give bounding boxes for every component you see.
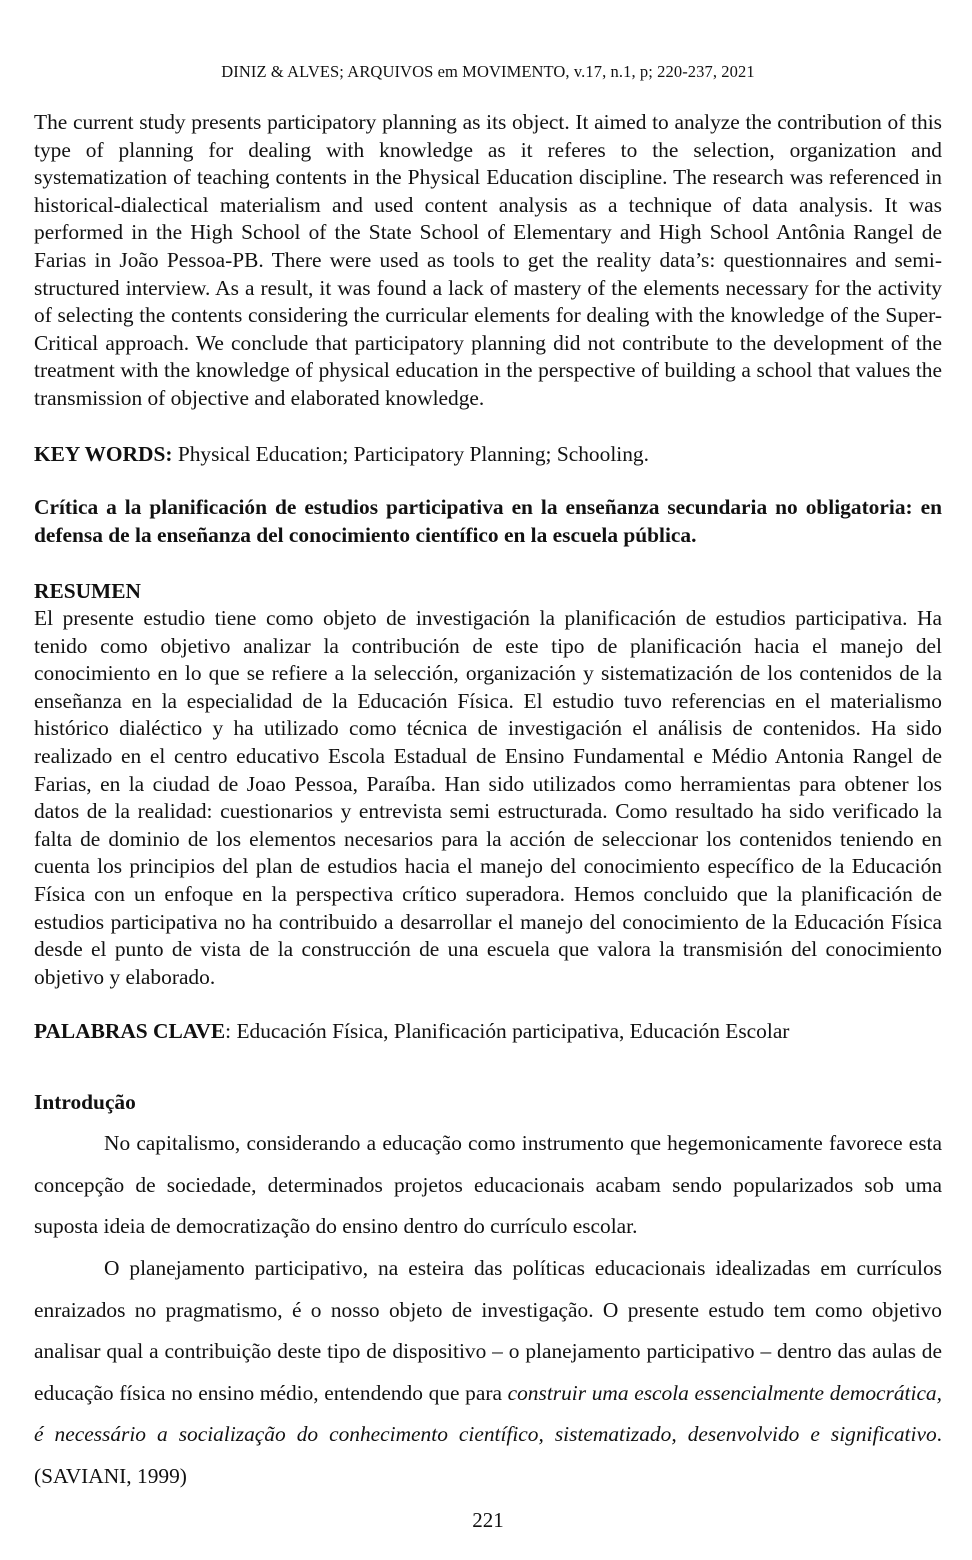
intro-paragraph-2-text: O planejamento participativo, na esteira das políticas educacionais idealizadas em currículos enraizados no pragmatismo, é o nosso objeto de investigação. O presente estudo tem como objetivo analisar qual a contribuição deste tipo de dispositivo – o planejamento participativo – dentro das aulas de educação física no ensino médio, entendendo que para	[34, 1256, 942, 1405]
english-keywords	[34, 441, 942, 469]
english-keywords-list: Physical Education; Participatory Planning; Schooling.	[172, 442, 649, 466]
english-abstract: The current study presents participatory planning as its object. It aimed to analyze the contribution of this type of planning for dealing with knowledge as it referes to the selection, organization and systematization of teaching contents in the Physical Education discipline. The research was referenced in historical-dialectical materialism and used content analysis as a technique of data analysis. It was performed in the High School of the State School of Elementary and High School Antônia Rangel de Farias in João Pessoa-PB. There were used as tools to get the reality data’s: questionnaires and semi-structured interview. As a result, it was found a lack of mastery of the elements necessary for the activity of selecting the contents considering the curricular elements for dealing with the knowledge of the Super-Critical approach. We conclude that participatory planning did not contribute to the development of the treatment with the knowledge of physical education in the perspective of building a school that values the transmission of objective and elaborated knowledge.	[34, 110, 942, 410]
running-header: DINIZ & ALVES; ARQUIVOS em MOVIMENTO, v.17, n.1, p; 220-237, 2021	[221, 62, 755, 81]
spanish-keywords-label: PALABRAS CLAVE	[34, 1019, 226, 1043]
intro-paragraph-2	[34, 1248, 942, 1498]
spanish-keywords-list: : Educación Física, Planificación participativa, Educación Escolar	[225, 1019, 790, 1043]
intro-paragraph-1: No capitalismo, considerando a educação como instrumento que hegemonicamente favorece esta concepção de sociedade, determinados projetos educacionais acabam sendo popularizados sob uma suposta ideia de democratização do ensino dentro do currículo escolar.	[34, 1131, 942, 1239]
intro-paragraph-2-citation: . (SAVIANI, 1999)	[34, 1422, 942, 1488]
spanish-abstract: El presente estudio tiene como objeto de investigación la planificación de estudios participativa. Ha tenido como objetivo analizar la contribución de este tipo de planificación hacia el manejo del conocimiento en lo que se refiere a la selección, organización y sistematización de los contenidos de la enseñanza en la especialidad de la Educación Física. El estudio tuvo referencias en el materialismo histórico dialéctico y ha utilizado como técnica de investigación el análisis de contenidos. Ha sido realizado en el centro educativo Escola Estadual de Ensino Fundamental e Médio Antonia Rangel de Farias, en la ciudad de Joao Pessoa, Paraíba. Han sido utilizados como herramientas para obtener los datos de la realidad: cuestionarios y entrevista semi estructurada. Como resultado ha sido verificado la falta de dominio de los elementos necesarios para la acción de seleccionar los contenidos teniendo en cuenta los principios del plan de estudios hacia el manejo del conocimiento específico de la Educación Física con un enfoque en la perspectiva crítico superadora. Hemos concluido que la planificación de estudios participativa no ha contribuido a desarrollar el manejo del conocimiento de la Educación Física desde el punto de vista de la construcción de una escuela que valora la transmisión del conocimiento objetivo y elaborado.	[34, 606, 942, 989]
spanish-title: Crítica a la planificación de estudios participativa en la enseñanza secundaria no obligatoria: en defensa de la enseñanza del conocimiento científico en la escuela pública.	[34, 495, 942, 547]
intro-paragraph-2-quote: construir uma escola essencialmente democrática, é necessário a socialização do conhecimento científico, sistematizado, desenvolvido e significativo	[34, 1380, 942, 1447]
spanish-keywords	[34, 1018, 942, 1046]
english-keywords-label: KEY WORDS:	[34, 442, 173, 466]
resumen-heading: RESUMEN	[34, 579, 141, 603]
page-number: 221	[472, 1508, 504, 1532]
section-heading-introducao: Introdução	[34, 1090, 136, 1114]
